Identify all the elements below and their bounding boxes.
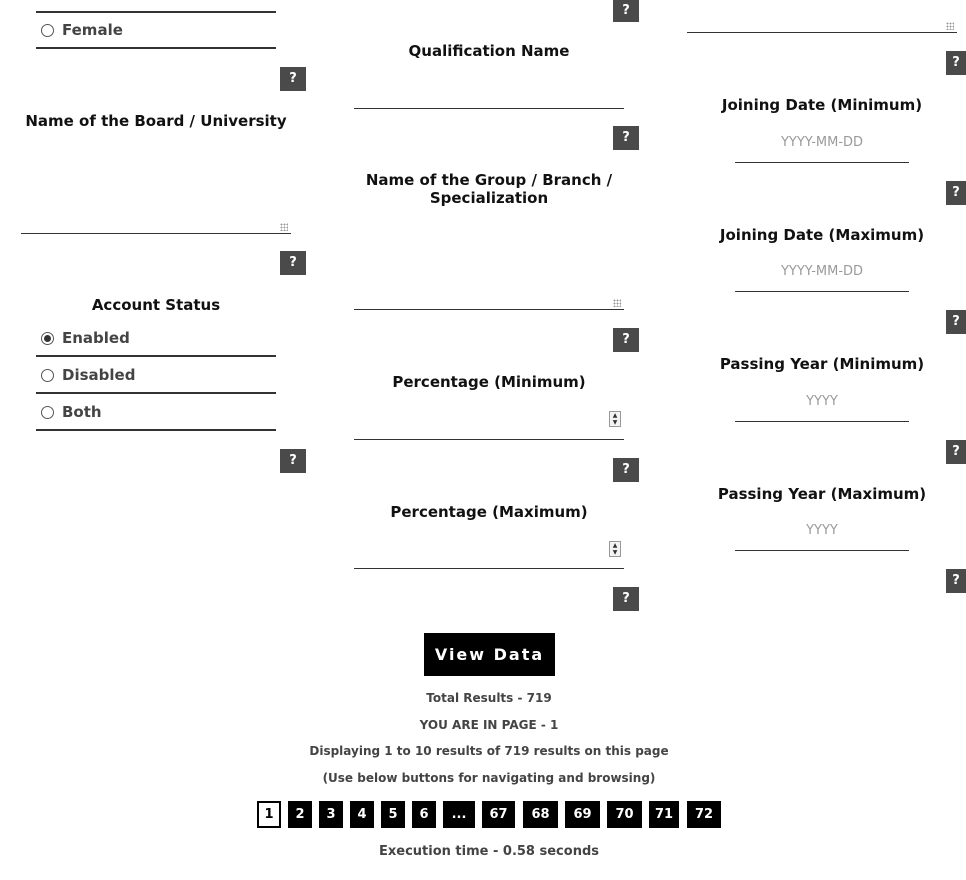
- group-label-line1: Name of the Group / Branch /: [365, 171, 613, 189]
- percentage-max-label: Percentage (Maximum): [390, 503, 588, 521]
- right-top-textarea[interactable]: [687, 32, 957, 33]
- board-label: Name of the Board / University: [25, 112, 287, 130]
- account-status-option-disabled[interactable]: [36, 358, 276, 394]
- page-button-70[interactable]: 70: [607, 801, 642, 828]
- help-button-qualification[interactable]: ?: [613, 126, 639, 150]
- account-status-label: Account Status: [91, 296, 221, 314]
- page-button-1[interactable]: 1: [257, 801, 281, 828]
- execution-time: Execution time - 0.58 seconds: [379, 844, 599, 859]
- page-button-6[interactable]: 6: [412, 801, 436, 828]
- help-button-top-middle[interactable]: ?: [613, 0, 639, 22]
- percentage-max-input[interactable]: [354, 568, 624, 569]
- resize-grip-icon[interactable]: [946, 22, 954, 30]
- joining-max-input[interactable]: YYYY-MM-DD: [780, 264, 864, 279]
- passing-min-input[interactable]: YYYY: [806, 394, 838, 409]
- view-data-button[interactable]: View Data: [424, 633, 555, 676]
- radio-female[interactable]: [41, 24, 54, 37]
- page-button-5[interactable]: 5: [381, 801, 405, 828]
- page-button-67[interactable]: 67: [482, 801, 515, 828]
- help-button-account-status[interactable]: ?: [280, 449, 306, 473]
- displaying-info: Displaying 1 to 10 results of 719 results on this page: [309, 744, 669, 758]
- joining-min-input[interactable]: YYYY-MM-DD: [780, 135, 864, 150]
- passing-max-label: Passing Year (Maximum): [717, 485, 927, 503]
- account-status-option-enabled[interactable]: [36, 321, 276, 357]
- group-label-line2: Specialization: [429, 189, 549, 207]
- help-button-passing-min[interactable]: ?: [946, 440, 966, 464]
- help-button-percentage-max[interactable]: ?: [613, 587, 639, 611]
- radio-enabled-label: Enabled: [62, 329, 130, 347]
- radio-disabled-label: Disabled: [62, 366, 136, 384]
- qualification-label: Qualification Name: [408, 42, 570, 60]
- radio-both-label: Both: [62, 403, 102, 421]
- help-button-group[interactable]: ?: [613, 328, 639, 352]
- page-button-71[interactable]: 71: [649, 801, 679, 828]
- gender-option-female[interactable]: [36, 13, 276, 49]
- radio-enabled[interactable]: [41, 332, 54, 345]
- passing-max-input[interactable]: YYYY: [806, 523, 838, 538]
- help-button-joining-min[interactable]: ?: [946, 181, 966, 205]
- joining-min-underline: [735, 162, 909, 163]
- help-button-right-top[interactable]: ?: [946, 51, 966, 75]
- help-button-joining-max[interactable]: ?: [946, 310, 966, 334]
- help-button-passing-max[interactable]: ?: [946, 569, 966, 593]
- page-button-72[interactable]: 72: [687, 801, 721, 828]
- resize-grip-icon[interactable]: [613, 299, 621, 307]
- joining-max-underline: [735, 291, 909, 292]
- page-button-2[interactable]: 2: [288, 801, 312, 828]
- help-button-board[interactable]: ?: [280, 251, 306, 275]
- resize-grip-icon[interactable]: [280, 223, 288, 231]
- radio-female-label: Female: [62, 21, 123, 39]
- percentage-min-input[interactable]: [354, 439, 624, 440]
- account-status-option-both[interactable]: [36, 395, 276, 431]
- joining-min-label: Joining Date (Minimum): [721, 96, 923, 114]
- percentage-min-label: Percentage (Minimum): [392, 373, 586, 391]
- page-button-ellipsis[interactable]: ...: [443, 801, 475, 828]
- page-button-68[interactable]: 68: [523, 801, 558, 828]
- joining-max-label: Joining Date (Maximum): [719, 226, 925, 244]
- group-textarea[interactable]: [354, 309, 624, 310]
- passing-min-underline: [735, 421, 909, 422]
- qualification-input[interactable]: [354, 108, 624, 109]
- total-results: Total Results - 719: [426, 691, 552, 705]
- current-page-info: YOU ARE IN PAGE - 1: [419, 718, 559, 732]
- help-button-percentage-min[interactable]: ?: [613, 458, 639, 482]
- board-textarea[interactable]: [21, 233, 291, 234]
- navigation-hint: (Use below buttons for navigating and browsing): [322, 771, 656, 785]
- page-button-69[interactable]: 69: [565, 801, 600, 828]
- number-spinner-icon[interactable]: ▲ ▼: [609, 411, 621, 427]
- passing-max-underline: [735, 550, 909, 551]
- passing-min-label: Passing Year (Minimum): [719, 355, 925, 373]
- page-button-3[interactable]: 3: [319, 801, 343, 828]
- help-button-gender[interactable]: ?: [280, 67, 306, 91]
- page-button-4[interactable]: 4: [350, 801, 374, 828]
- radio-disabled[interactable]: [41, 369, 54, 382]
- radio-both[interactable]: [41, 406, 54, 419]
- number-spinner-icon[interactable]: ▲ ▼: [609, 541, 621, 557]
